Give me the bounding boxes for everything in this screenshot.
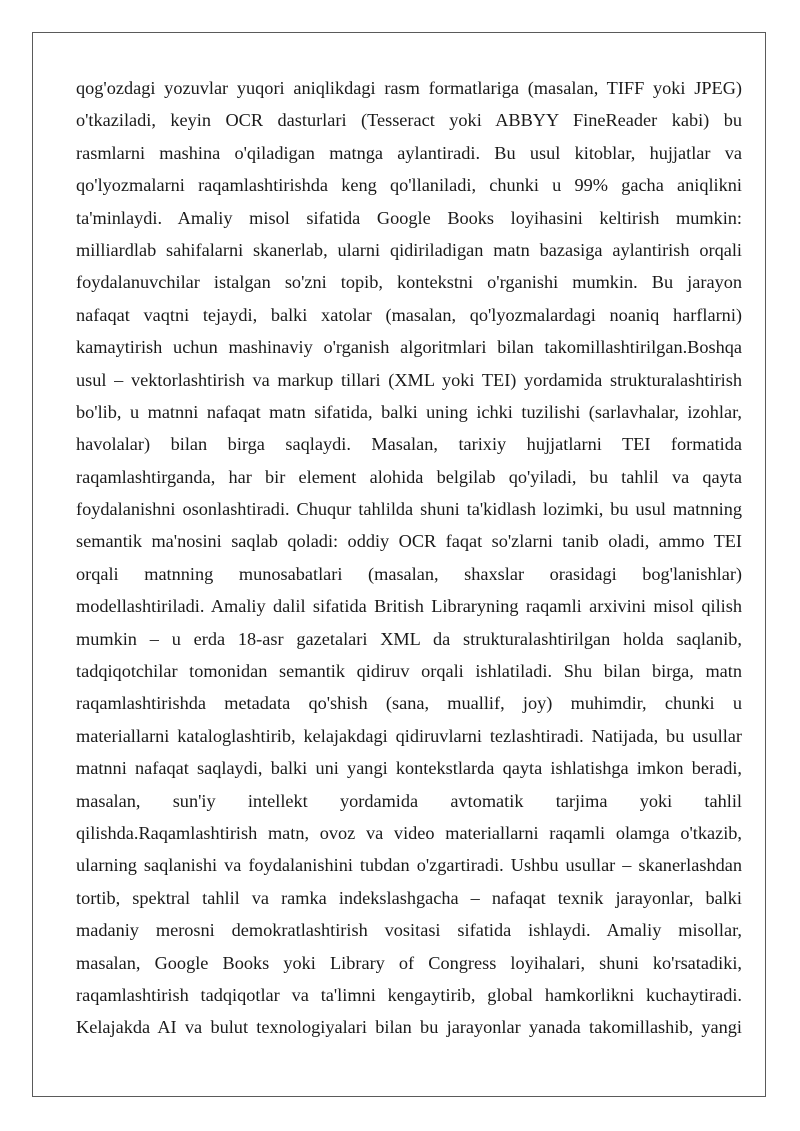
text-line: raqamlashtirganda, har bir element alohida belgilab qo'yiladi, bu tahlil va qayta [76,466,742,487]
text-line: qog'ozdagi yozuvlar yuqori aniqlikdagi rasm formatlariga (masalan, TIFF yoki JPEG) [76,78,742,98]
text-line: qo'lyozmalarni raqamlashtirishda keng qo'llaniladi, chunki u 99% gacha aniqlikni [76,175,742,196]
text-line: modellashtiriladi. Amaliy dalil sifatida British Libraryning raqamli arxivini misol qilish [76,596,742,617]
text-line: qilishda.Raqamlashtirish matn, ovoz va video materiallarni raqamli olamga o'tkazib, [76,822,742,843]
text-line: semantik ma'nosini saqlab qoladi: oddiy OCR faqat so'zlarni tanib oladi, ammo TEI [76,531,742,552]
text-line: foydalanuvchilar istalgan so'zni topib, kontekstni o'rganishi mumkin. Bu jarayon [76,272,742,293]
text-line: usul – vektorlashtirish va markup tillari (XML yoki TEI) yordamida strukturalashtirish [76,369,742,390]
text-line: Kelajakda AI va bulut texnologiyalari bilan bu jarayonlar yanada takomillashib, yangi [76,1017,742,1038]
text-line: ta'minlaydi. Amaliy misol sifatida Google Books loyihasini keltirish mumkin: [76,207,742,228]
text-line: matnni nafaqat saqlaydi, balki uni yangi kontekstlarda qayta ishlatishga imkon beradi, [76,758,742,779]
text-line: kamaytirish uchun mashinaviy o'rganish algoritmlari bilan takomillashtirilgan.Boshqa [76,337,742,358]
text-line: masalan, sun'iy intellekt yordamida avtomatik tarjima yoki tahlil [76,790,742,811]
text-line: foydalanishni osonlashtiradi. Chuqur tahlilda shuni ta'kidlash lozimki, bu usul matnning [76,499,742,520]
text-line: milliardlab sahifalarni skanerlab, ularni qidiriladigan matn bazasiga aylantirish orqali [76,239,742,260]
text-line: nafaqat vaqtni tejaydi, balki xatolar (masalan, qo'lyozmalardagi noaniq harflarni) [76,304,742,325]
text-line: rasmlarni mashina o'qiladigan matnga aylantiradi. Bu usul kitoblar, hujjatlar va [76,142,742,163]
text-line: raqamlashtirish tadqiqotlar va ta'limni kengaytirib, global hamkorlikni kuchaytiradi. [76,984,742,1005]
text-line: bo'lib, u matnni nafaqat matn sifatida, balki uning ichki tuzilishi (sarlavhalar, izohlar, [76,401,742,422]
text-line: o'tkaziladi, keyin OCR dasturlari (Tesseract yoki ABBYY FineReader kabi) bu [76,110,742,131]
text-line: orqali matnning munosabatlari (masalan, shaxslar orasidagi bog'lanishlar) [76,563,742,584]
text-line: tortib, spektral tahlil va ramka indekslashgacha – nafaqat texnik jarayonlar, balki [76,887,742,908]
text-line: ularning saqlanishi va foydalanishini tubdan o'zgartiradi. Ushbu usullar – skanerlashdan [76,855,742,876]
text-line: tadqiqotchilar tomonidan semantik qidiruv orqali ishlatiladi. Shu bilan birga, matn [76,661,742,682]
text-line: madaniy merosni demokratlashtirish vositasi sifatida ishlaydi. Amaliy misollar, [76,920,742,941]
text-line: raqamlashtirishda metadata qo'shish (sana, muallif, joy) muhimdir, chunki u [76,693,742,714]
text-line: havolalar) bilan birga saqlaydi. Masalan, tarixiy hujjatlarni TEI formatida [76,434,742,455]
text-line: mumkin – u erda 18-asr gazetalari XML da strukturalashtirilgan holda saqlanib, [76,628,742,649]
text-line: masalan, Google Books yoki Library of Congress loyihalari, shuni ko'rsatadiki, [76,952,742,973]
body-paragraph [76,72,742,1044]
text-line: materiallarni kataloglashtirib, kelajakdagi qidiruvlarni tezlashtiradi. Natijada, bu usullar [76,725,742,746]
